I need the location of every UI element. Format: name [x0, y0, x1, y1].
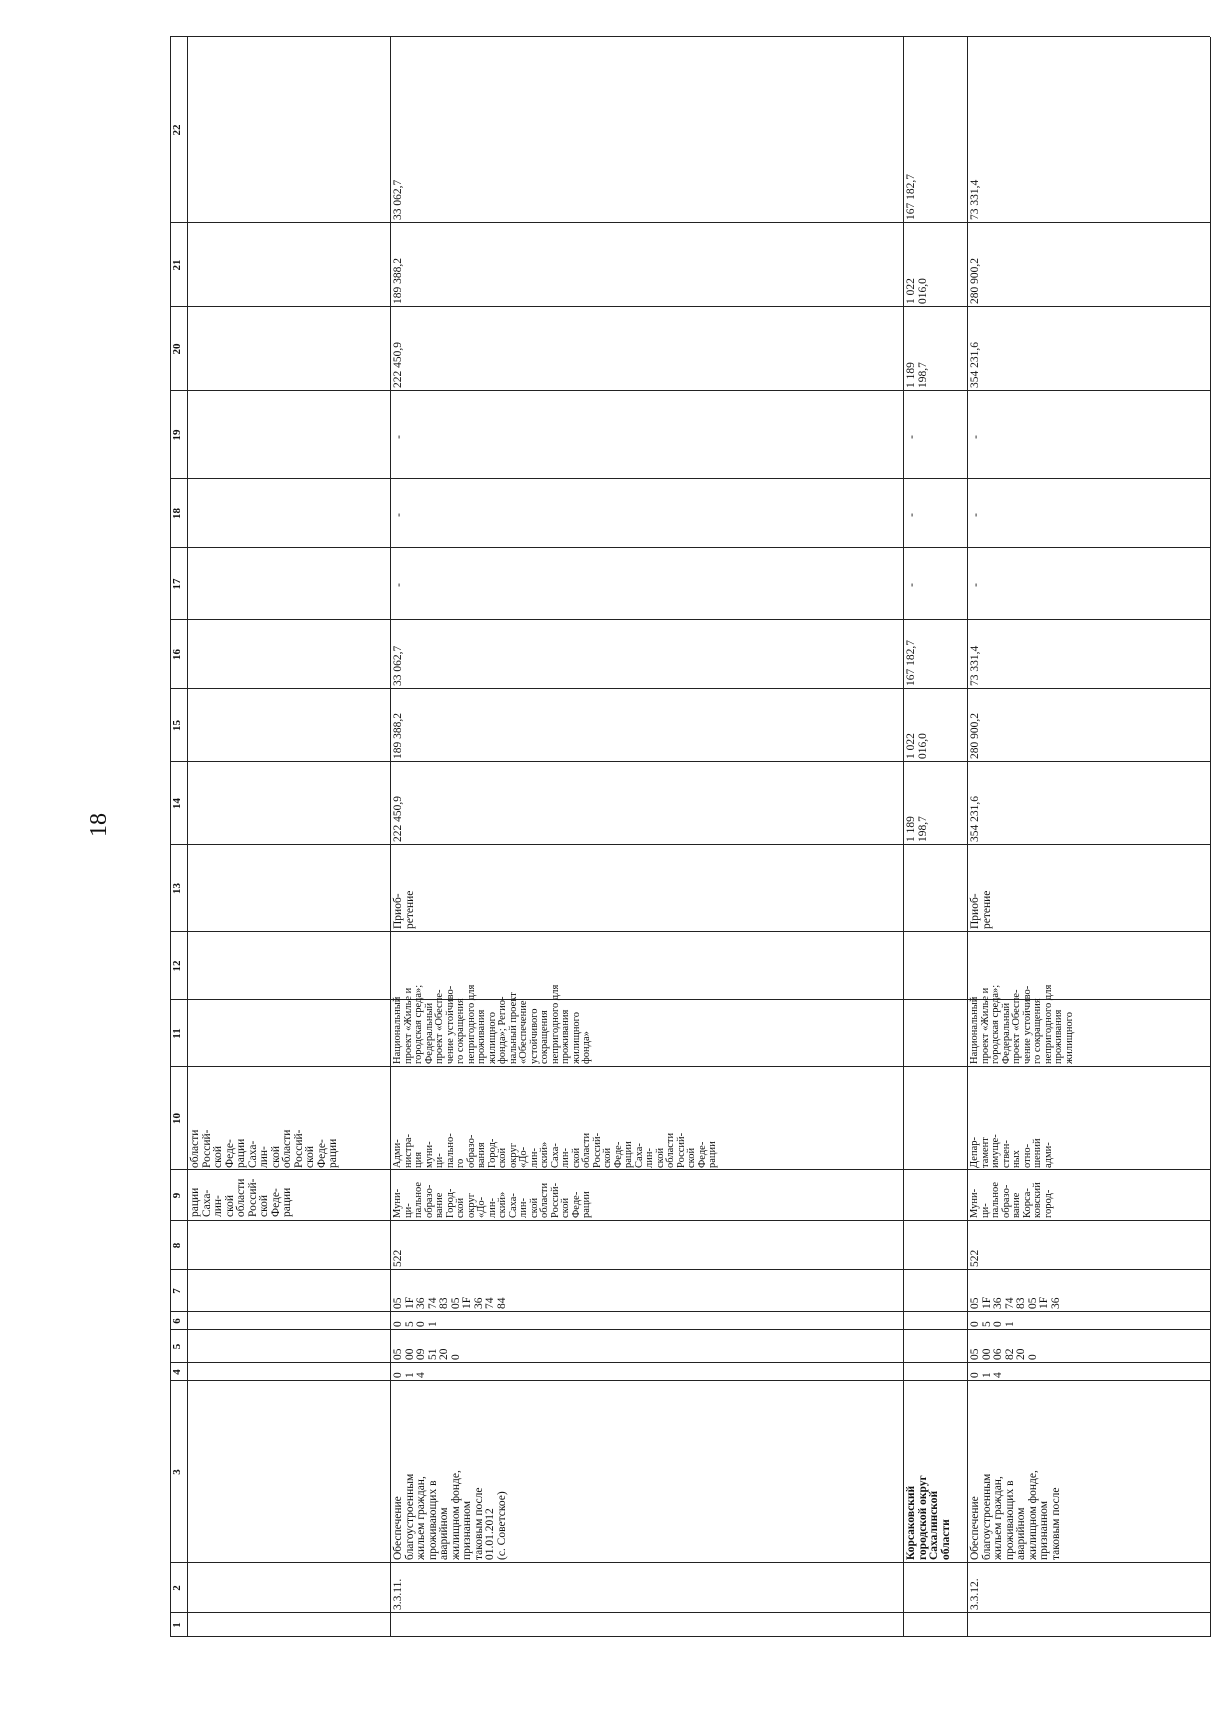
grid-line	[170, 761, 1210, 762]
row-3-3-12-c17: -	[968, 583, 982, 587]
row-3-3-11-c16: 33 062,7	[392, 645, 404, 686]
district-korsakov-c20: 1 189 198,7	[905, 362, 929, 388]
district-korsakov-title: Корсаковский городской округ Сахалинской области	[905, 1475, 952, 1560]
col-header-19: 19	[171, 429, 183, 441]
row-3-3-12-name: Обеспечение благоустроенным жильем граждан, проживающих в аварийном жилищном фонде, признанном таковым после	[969, 1470, 1062, 1560]
row-3-3-12-number: 3.3.12.	[969, 1578, 981, 1610]
grid-line	[170, 688, 1210, 689]
district-korsakov-c15: 1 022 016,0	[905, 733, 929, 759]
col-header-10: 10	[171, 1113, 183, 1124]
col-header-14: 14	[171, 798, 183, 809]
row-3-3-11-c13: Приоб- ретение	[392, 890, 416, 929]
col-header-7: 7	[171, 1288, 183, 1294]
row-3-3-11-c14: 222 450,9	[392, 796, 404, 842]
col-header-20: 20	[171, 343, 183, 355]
rotated-table	[170, 37, 1210, 1637]
col-header-2: 2	[171, 1585, 183, 1591]
col-header-11: 11	[171, 1028, 183, 1039]
cont-cell-9: рации Саха- лин- ской области Россий- ской Феде- рации	[189, 1178, 293, 1217]
row-3-3-12-c22: 73 331,4	[969, 179, 981, 220]
row-3-3-12-c19: -	[968, 435, 982, 439]
district-korsakov-c19: -	[904, 435, 918, 439]
grid-line	[967, 37, 968, 1637]
col-header-9: 9	[171, 1192, 183, 1199]
row-3-3-11-c6: 0 5 0 1	[392, 1321, 439, 1327]
row-3-3-11-c11: Национальный проект «Жилье и городская среда»; Федеральный проект «Обеспе- чение устойчиво- го сокращения непригодного для проживания жилищного фонда»; Регио- нальный проект «Обеспечение устойчивого сокращения непригодного для проживания жилищного фонда»	[392, 984, 592, 1064]
grid-line	[170, 844, 1210, 845]
row-3-3-12-c18: -	[968, 513, 982, 517]
row-3-3-11-c8: 522	[392, 1249, 404, 1267]
grid-line	[170, 1220, 1210, 1221]
grid-line	[170, 547, 1210, 548]
grid-line	[170, 1066, 1210, 1067]
district-korsakov-c14: 1 189 198,7	[905, 816, 929, 842]
row-3-3-12-c8: 522	[969, 1249, 981, 1267]
row-3-3-12-c6: 0 5 0 1	[969, 1321, 1016, 1327]
row-3-3-12-c10: Депар- тамент имуще- ствен- ных отно- шений адми-	[969, 1134, 1054, 1168]
row-3-3-12-c20: 354 231,6	[969, 342, 981, 388]
col-header-21: 21	[171, 259, 183, 271]
grid-line	[170, 619, 1210, 620]
grid-line	[170, 390, 1210, 391]
grid-line	[170, 1169, 1210, 1170]
row-3-3-12-c11: Национальный проект «Жилье и городская среда»; Федеральный проект «Обеспе- чение устойчиво- го сокращения непригодного для проживания жилищного	[969, 984, 1075, 1064]
grid-line	[170, 1562, 1210, 1563]
col-header-18: 18	[171, 508, 183, 519]
col-header-15: 15	[171, 720, 183, 731]
col-header-17: 17	[171, 578, 183, 590]
row-3-3-12-c15: 280 900,2	[969, 713, 981, 759]
grid-line	[170, 1311, 1210, 1312]
row-3-3-11-c15: 189 388,2	[392, 713, 404, 759]
grid-line	[170, 222, 1210, 223]
grid-line	[170, 1380, 1210, 1381]
row-3-3-11-number: 3.3.11.	[392, 1578, 404, 1610]
grid-line	[170, 1612, 1210, 1613]
row-3-3-11-c19: -	[391, 435, 405, 439]
row-3-3-11-c22: 33 062,7	[392, 179, 404, 220]
grid-line	[170, 1329, 1210, 1330]
row-3-3-12-c13: Приоб- ретение	[969, 890, 993, 929]
district-korsakov-c16: 167 182,7	[905, 640, 917, 686]
row-3-3-12-c21: 280 900,2	[969, 258, 981, 304]
grid-line	[170, 36, 1210, 37]
col-header-6: 6	[171, 1318, 183, 1324]
row-3-3-11-c10: Адми- нистра- ция муни- ци- пально- го образо- вания Город- ской округ «До- лин- ский» Саха- лин- ской области Россий- ской Феде- рации Саха- лин- ской области Россий- ской Феде- рации	[392, 1132, 718, 1168]
col-header-12: 12	[171, 960, 183, 972]
grid-line	[390, 37, 391, 1637]
grid-line	[170, 306, 1210, 307]
grid-line	[170, 1269, 1210, 1270]
row-3-3-11-c20: 222 450,9	[392, 342, 404, 388]
grid-line	[170, 1636, 1210, 1637]
col-header-1: 1	[171, 1622, 183, 1628]
col-header-13: 13	[171, 883, 183, 894]
col-header-4: 4	[171, 1369, 183, 1375]
row-3-3-12-c5: 05 00 06 82 20 0	[969, 1348, 1039, 1360]
grid-line	[187, 37, 188, 1637]
grid-line	[170, 1362, 1210, 1363]
row-3-3-12-c14: 354 231,6	[969, 796, 981, 842]
grid-line	[903, 37, 904, 1637]
row-3-3-12-c7: 05 1F 36 74 83 05 1F 36	[969, 1296, 1062, 1309]
row-3-3-12-c9: Муни- ци- пальное образо- вание Корса- ковский город-	[969, 1181, 1054, 1218]
grid-line	[170, 999, 1210, 1000]
grid-line	[170, 37, 171, 1637]
row-3-3-12-c16: 73 331,4	[969, 645, 981, 686]
district-korsakov-c21: 1 022 016,0	[905, 278, 929, 304]
row-3-3-11-name: Обеспечение благоустроенным жильем граждан, проживающих в аварийном жилищном фонде, признанном таковым после 01.01.2012 (с. Советское)	[392, 1470, 508, 1560]
col-header-5: 5	[171, 1343, 183, 1350]
row-3-3-11-c17: -	[391, 583, 405, 587]
row-3-3-12-c4: 0 1 4	[969, 1372, 1004, 1378]
page-number: 18	[86, 813, 112, 837]
cont-cell-10: области Россий- ской Феде- рации Саха- лин- ской области Россий- ской Феде- рации	[189, 1129, 339, 1168]
row-3-3-11-c9: Муни- ци- пальное образо- вание Город- ской округ «До- лин- ский» Саха- лин- ской области Россий- ской Феде- рации	[392, 1181, 592, 1218]
row-3-3-11-c5: 05 00 09 51 20 0	[392, 1348, 462, 1360]
col-header-3: 3	[171, 1469, 183, 1475]
row-3-3-11-c7: 05 1F 36 74 83 05 1F 36 74 84	[392, 1296, 508, 1309]
row-3-3-11-c4: 0 1 4	[392, 1372, 427, 1378]
grid-line	[170, 478, 1210, 479]
col-header-8: 8	[171, 1242, 183, 1249]
grid-line	[170, 931, 1210, 932]
district-korsakov-c22: 167 182,7	[905, 174, 917, 220]
col-header-16: 16	[171, 649, 183, 660]
row-3-3-11-c18: -	[391, 513, 405, 517]
district-korsakov-c17: -	[904, 583, 918, 587]
row-3-3-11-c21: 189 388,2	[392, 258, 404, 304]
col-header-22: 22	[171, 124, 183, 136]
district-korsakov-c18: -	[904, 513, 918, 517]
